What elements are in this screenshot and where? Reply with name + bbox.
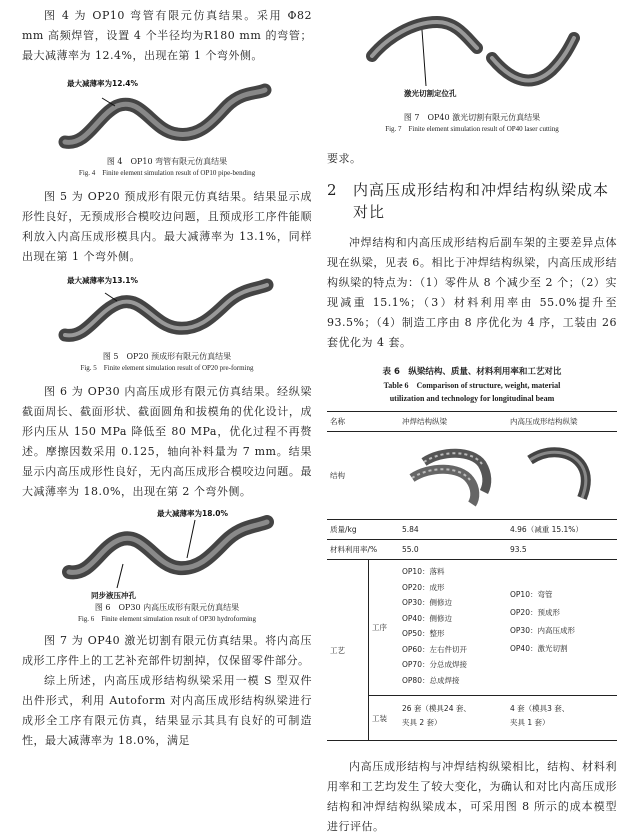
fig5-caption-en: Fig. 5 Finite element simulation result of OP20 pre-forming <box>80 364 254 372</box>
table6-title-cn: 表 6 纵梁结构、质量、材料利用率和工艺对比 <box>382 367 562 377</box>
fig7-annotation: 激光切割定位孔 <box>404 89 457 98</box>
fig6-annotation-thinning: 最大减薄率为18.0% <box>157 509 229 518</box>
proc-stamped-3: OP30：侧修边 <box>402 598 452 607</box>
stamped-beam-image-cell <box>399 432 507 520</box>
process-hydroformed-cell <box>507 560 617 741</box>
row-util-label: 材料利用率/% <box>330 545 378 554</box>
figure-6 <box>57 506 277 602</box>
figure-7 <box>342 10 602 102</box>
fig7-caption-en: Fig. 7 Finite element simulation result of OP40 laser cutting <box>385 125 559 133</box>
tool-hydro-2: 夹具 1 套） <box>510 718 550 727</box>
table6-title-en-2: utilization and technology for longitudinal beam <box>389 394 555 403</box>
paragraph-fig7-intro: 图 7 为 OP40 激光切割有限元仿真结果。将内高压成形工序件上的工艺补充部件切割掉，仅保留零件部分。 <box>22 634 312 667</box>
mass-hydroformed: 4.96（减重 15.1%） <box>510 525 583 534</box>
paragraph-fig5-intro: 图 5 为 OP20 预成形有限元仿真结果。结果显示成形性良好，无预成形合模咬边问题，且预成形工序件能顺利放入内高压成形模具内。最大减薄率为 13.1%，同样出现在第 1 个弯外侧。 <box>22 190 312 263</box>
table6 <box>327 411 617 741</box>
stamped-beam-image <box>402 440 502 510</box>
paragraph-fig6-intro: 图 6 为 OP30 内高压成形有限元仿真结果。经纵梁截面周长、截面形状、截面圆角和拔模角的优化设计，成形内压从 150 MPa 降低至 80 MPa，优化过程不再赘述。摩擦因数采用 0.125，轴向补料量为 7 mm。结果显示内高压成形性良好，无内高压成形合模咬边问题。最大减薄率为 18.0%，出现在第 2 个弯外侧。 <box>22 385 312 498</box>
util-hydroformed: 93.5 <box>510 545 527 554</box>
paragraph-comparison: 冲焊结构和内高压成形结构后副车架的主要差异点体现在纵梁，见表 6。相比于冲焊结构纵梁，内高压成形结构纵梁的特点为：（1）零件从 8 个减少至 2 个；（2）实现减重 15.1%；（3）材料利用率由 55.0%提升至 93.5%；（4）制造工序由 8 序优化为 4 序，工装由 26 套优化为 4 套。 <box>327 236 617 349</box>
proc-hydro-1: OP10：弯管 <box>510 590 553 599</box>
proc-stamped-5: OP50：整形 <box>402 629 445 638</box>
fig4-caption-cn: 图 4 OP10 弯管有限元仿真结果 <box>106 157 228 166</box>
proc-hydro-2: OP20：预成形 <box>510 608 560 617</box>
paragraph-fig4-intro: 图 4 为 OP10 弯管有限元仿真结果。采用 Φ82 mm 高频焊管，设置 4 个半径均为R180 mm 的弯管；最大减薄率为 12.4%，出现在第 1 个弯外侧。 <box>22 9 312 62</box>
fig6-caption-cn: 图 6 OP30 内高压成形有限元仿真结果 <box>94 603 240 612</box>
paragraph-cost-model: 内高压成形结构与冲焊结构纵梁相比，结构、材料利用率和工艺均发生了较大变化，为确认和对比内高压成形结构和冲焊结构纵梁成本，可采用图 8 所示的成本模型进行评估。 <box>327 760 617 833</box>
fig5-caption-cn: 图 5 OP20 预成形有限元仿真结果 <box>102 352 232 361</box>
section-heading <box>327 179 617 223</box>
table-row-structure <box>327 432 617 520</box>
util-stamped: 55.0 <box>402 545 419 554</box>
process-label-cell <box>327 560 399 741</box>
tool-stamped-2: 夹具 2 套） <box>402 718 442 727</box>
fig4-annotation: 最大减薄率为12.4% <box>67 79 139 88</box>
fig5-annotation: 最大减薄率为13.1% <box>67 276 139 285</box>
tool-label: 工装 <box>372 713 387 723</box>
tool-stamped-1: 26 套（模具24 套、 <box>402 704 471 713</box>
table-header-row <box>327 412 617 432</box>
fig6-caption-en: Fig. 6 Finite element simulation result of OP30 hydroforming <box>77 615 257 623</box>
header-hydroformed: 内高压成形结构纵梁 <box>510 417 578 426</box>
right-column <box>327 0 617 837</box>
row-mass-label: 质量/kg <box>330 525 357 534</box>
proc-stamped-8: OP80：总成焊接 <box>402 675 460 685</box>
figure-4 <box>57 76 277 156</box>
row-structure-label: 结构 <box>330 471 345 480</box>
proc-stamped-4: OP40：侧修边 <box>402 613 452 623</box>
table-row-mass <box>327 520 617 540</box>
left-column <box>22 0 312 751</box>
table-row-utilization <box>327 540 617 560</box>
tool-hydro-1: 4 套（模具3 套、 <box>510 704 570 713</box>
section-number: 2 <box>327 181 338 199</box>
fig7-beam-image <box>342 10 602 102</box>
fig4-caption-en: Fig. 4 Finite element simulation result of OP10 pipe-bending <box>78 169 256 177</box>
proc-stamped-7: OP70：分总成焊接 <box>402 660 467 669</box>
paragraph-summary: 综上所述，内高压成形结构纵梁采用一模 S 型双件出件形式，利用 Autoform 对内高压成形结构纵梁进行成形全工序有限元仿真，结果显示其具有良好的可制造性，最大减薄率为 18.0%，满足 <box>22 674 312 747</box>
fig6-annotation-punching: 同步液压冲孔 <box>91 591 136 600</box>
header-name: 名称 <box>330 417 345 426</box>
header-stamped: 冲焊结构纵梁 <box>402 417 447 426</box>
figure-5 <box>57 273 277 351</box>
fig7-caption-cn: 图 7 OP40 激光切割有限元仿真结果 <box>403 113 541 122</box>
process-label: 工艺 <box>330 645 345 655</box>
mass-stamped: 5.84 <box>402 525 419 534</box>
proc-hydro-4: OP40：激光切割 <box>510 644 568 653</box>
proc-hydro-3: OP30：内高压成形 <box>510 626 575 635</box>
hydroformed-beam-image-cell <box>507 432 617 520</box>
proc-stamped-2: OP20：成形 <box>402 582 445 592</box>
paragraph-continued: 要求。 <box>327 152 362 165</box>
proc-stamped-1: OP10：落料 <box>402 567 445 576</box>
table-row-process <box>327 560 617 741</box>
proc-label: 工序 <box>369 560 399 696</box>
table6-title-en-1: Table 6 Comparison of structure, weight, material <box>383 381 561 390</box>
section-title: 内高压成形结构和冲焊结构纵梁成本对比 <box>353 181 610 221</box>
hydroformed-beam-image <box>510 440 610 510</box>
process-stamped-cell <box>399 560 507 741</box>
fig6-beam-image <box>57 506 277 602</box>
proc-stamped-6: OP60：左右件切开 <box>402 644 467 654</box>
